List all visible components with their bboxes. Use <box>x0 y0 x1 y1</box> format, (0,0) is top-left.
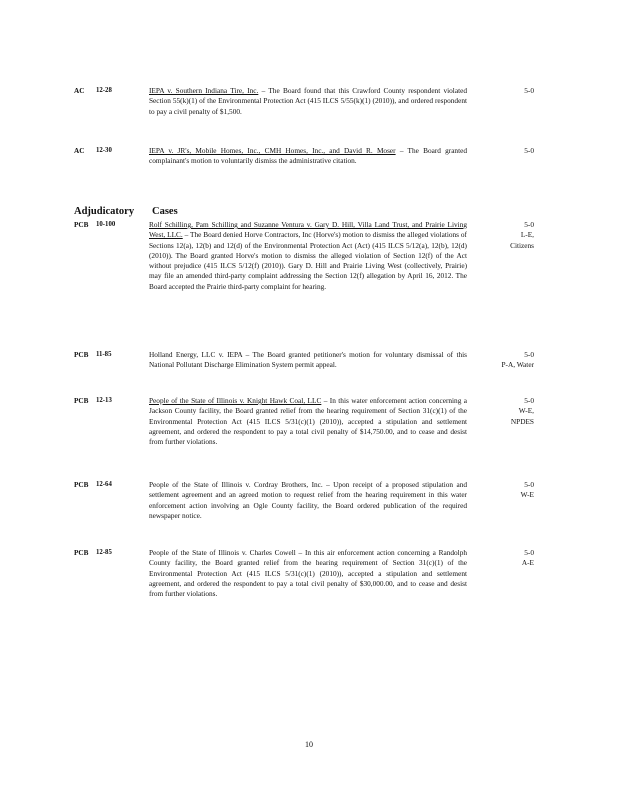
case-type: PCB <box>74 549 89 557</box>
case-number: 10-100 <box>96 221 116 228</box>
page-number: 10 <box>305 740 313 749</box>
case-vote <box>462 396 534 427</box>
case-vote <box>462 220 534 251</box>
case-text: – The Board found that this Crawford County respondent violated Section 55(k)(1) of the Environmental Protection Act (415 ILCS 5/55(k)(1) (2010)), and ordered respondent to pay a civil penalty of $1,500. <box>149 86 467 116</box>
case-description <box>149 146 467 167</box>
case-vote <box>462 146 534 156</box>
case-number: 12-85 <box>96 549 112 556</box>
case-text: – The Board denied Horve Contractors, Inc (Horve's) motion to dismiss the alleged violations of Sections 12(a), 12(b) and 12(d) of the Environmental Protection Act (Act) (415 ILCS 5/12(a), 12(b), 12(d) (2010)). The Board granted Horve's motion to dismiss the alleged violation of Section 12(f) of the Act without prejudice (415 ILCS 5/12(f) (2010)). Gary D. Hill and Prairie Living West (collectively, Prairie) may file an amended third-party complaint addressing the Section 12(f) allegation by April 16, 2012. The Board accepted the Prairie third-party complaint for hearing. <box>149 230 467 291</box>
case-text: – The Board granted complainant's motion to voluntarily dismiss the administrative citation. <box>149 146 467 166</box>
case-number: 12-30 <box>96 147 112 154</box>
case-caption: IEPA v. JR's, Mobile Homes, Inc., CMH Homes, Inc., and David R. Moser <box>149 146 396 155</box>
case-text: Holland Energy, LLC v. IEPA – The Board granted petitioner's motion for voluntary dismissal of this National Pollutant Discharge Elimination System permit appeal. <box>149 350 467 370</box>
vote-line: L-E, <box>520 230 534 240</box>
case-number: 11-85 <box>96 351 112 358</box>
case-text: People of the State of Illinois v. Charles Cowell – In this air enforcement action concerning a Randolph County facility, the Board granted relief from the hearing requirement of Section 31(c)(1) of the Environmental Protection Act (415 ILCS 5/31(c)(1) (2010)), accepted a stipulation and settlement agreement, and ordered the respondent to pay a total civil penalty of $30,000.00, and to cease and desist from further violations. <box>149 548 467 599</box>
case-type: PCB <box>74 481 89 489</box>
vote-line: 5-0 <box>524 350 534 359</box>
vote-line: NPDES <box>510 416 534 426</box>
vote-line: W-E <box>520 490 534 500</box>
case-caption: IEPA v. Southern Indiana Tire, Inc. <box>149 86 259 95</box>
case-type: PCB <box>74 221 89 229</box>
case-vote <box>462 548 534 569</box>
case-type: AC <box>74 87 85 95</box>
case-text: – In this water enforcement action concerning a Jackson County facility, the Board granted relief from the hearing requirement of Section 31(c)(1) of the Environmental Protection Act (415 ILCS 5/31(c)(1) (2010)), accepted a stipulation and settlement agreement, and ordered the respondent to pay a total civil penalty of $14,750.00, and to cease and desist from further violations. <box>149 396 467 447</box>
case-number: 12-28 <box>96 87 112 94</box>
vote-line: 5-0 <box>524 396 534 405</box>
vote-line: 5-0 <box>524 548 534 557</box>
case-vote <box>462 86 534 96</box>
case-description <box>149 86 467 117</box>
case-vote <box>462 480 534 501</box>
case-caption: Rolf Schilling, Pam Schilling and Suzanne Ventura v. Gary D. Hill, Villa Land Trust, and Prairie Living West, LLC. <box>149 220 467 240</box>
case-description <box>149 350 467 371</box>
vote-line: 5-0 <box>524 86 534 95</box>
vote-line: W-E, <box>518 406 534 416</box>
case-type: PCB <box>74 351 89 359</box>
section-heading-left: Adjudicatory <box>74 206 135 217</box>
vote-line: A-E <box>521 558 534 568</box>
vote-line: P-A, Water <box>501 360 534 370</box>
case-type: PCB <box>74 397 89 405</box>
vote-line: 5-0 <box>524 146 534 155</box>
case-text: People of the State of Illinois v. Cordray Brothers, Inc. – Upon receipt of a proposed stipulation and settlement agreement and an agreed motion to request relief from the hearing requirement in this water enforcement action involving an Ogle County facility, the Board ordered publication of the required newspaper notice. <box>149 480 467 520</box>
case-number: 12-64 <box>96 481 112 488</box>
vote-line: Citizens <box>510 240 534 250</box>
case-description <box>149 480 467 521</box>
case-type: AC <box>74 147 85 155</box>
case-vote <box>462 350 534 371</box>
vote-line: 5-0 <box>524 220 534 229</box>
section-heading-right: Cases <box>152 206 178 217</box>
vote-line: 5-0 <box>524 480 534 489</box>
case-number: 12-13 <box>96 397 112 404</box>
case-description <box>149 548 467 599</box>
case-description <box>149 396 467 447</box>
case-caption: People of the State of Illinois v. Knight Hawk Coal, LLC <box>149 396 322 405</box>
case-description <box>149 220 467 292</box>
